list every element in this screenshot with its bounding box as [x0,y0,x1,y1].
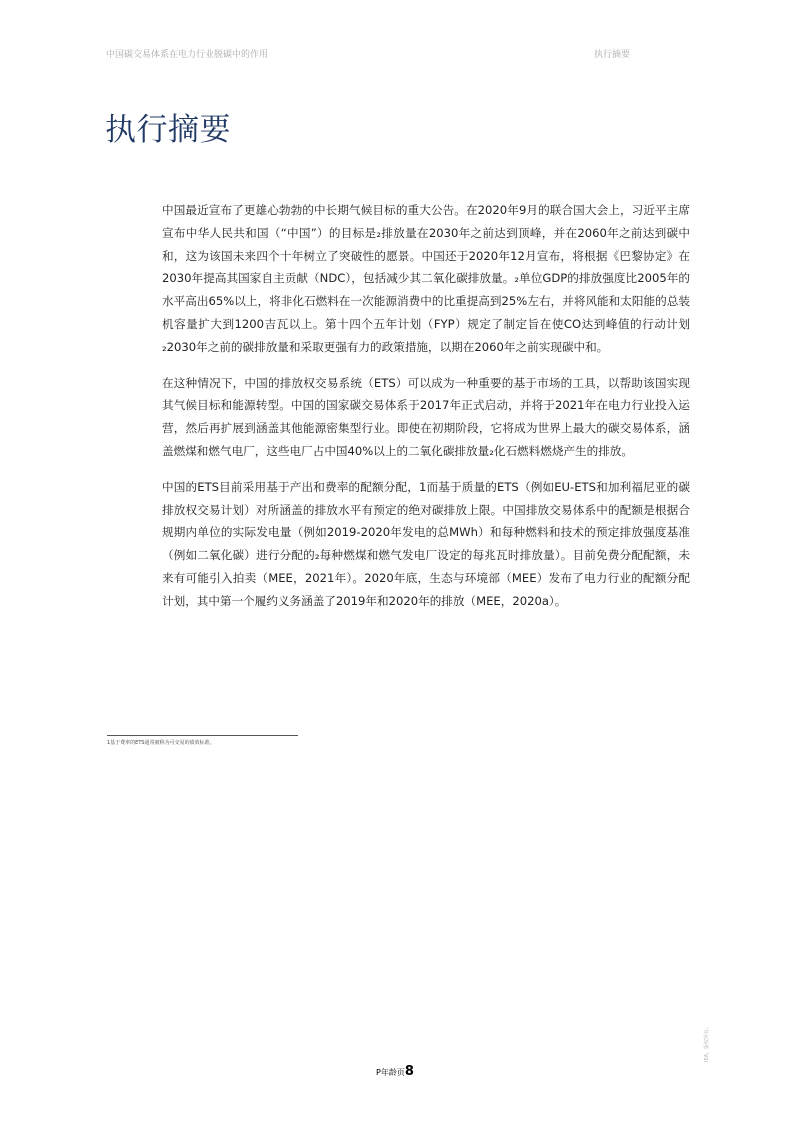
paragraph-1: 中国最近宣布了更雄心勃勃的中长期气候目标的重大公告。在2020年9月的联合国大会上，习近平主席宣布中华人民共和国（“中国”）的目标是₂排放量在2030年之前达到顶峰，并在2060年之前达到碳中和，这为该国未来四个十年树立了突破性的愿景。中国还于2020年12月宣布，将根据《巴黎协定》在2030年提高其国家自主贡献（NDC），包括减少其二氧化碳排放量。₂单位GDP的排放强度比2005年的水平高出65%以上，将非化石燃料在一次能源消费中的比重提高到25%左右，并将风能和太阳能的总装机容量扩大到1200吉瓦以上。第十四个五年计划（FYP）规定了制定旨在使CO达到峰值的行动计划₂2030年之前的碳排放量和采取更强有力的政策措施，以期在2060年之前实现碳中和。 [162,203,690,354]
paragraph-2: 在这种情况下，中国的排放权交易系统（ETS）可以成为一种重要的基于市场的工具，以帮助该国实现其气候目标和能源转型。中国的国家碳交易体系于2017年正式启动，并将于2021年在电力行业投入运营，然后再扩展到涵盖其他能源密集型行业。即使在初期阶段，它将成为世界上最大的碳交易体系，涵盖燃煤和燃气电厂，这些电厂占中国40%以上的二氧化碳排放量₂化石燃料燃烧产生的排放。 [162,375,690,458]
page-number [376,1064,414,1079]
page-number-value: 8 [404,1064,414,1079]
section-label: 执行摘要 [594,50,631,60]
footnote-divider [107,735,298,736]
copyright-note: IEA。版权所有。 [704,1023,710,1062]
body-text [162,199,690,626]
page-number-prefix: P年龄页 [376,1068,405,1077]
paragraph-3: 中国的ETS目前采用基于产出和费率的配额分配，1而基于质量的ETS（例如EU-ETS和加利福尼亚的碳排放权交易计划）对所涵盖的排放水平有预定的绝对碳排放上限。中国排放交易体系中的配额是根据合规期内单位的实际发电量（例如2019-2020年发电的总MWh）和每种燃料和技术的预定排放强度基准（例如二氧化碳）进行分配的₂每种燃煤和燃气发电厂设定的每兆瓦时排放量）。目前免费分配配额，未来有可能引入拍卖（MEE，2021年）。2020年底，生态与环境部（MEE）发布了电力行业的配额分配计划，其中第一个履约义务涵盖了2019年和2020年的排放（MEE，2020a）。 [162,479,690,608]
page-title: 执行摘要 [105,112,231,148]
footnote: 1基于费率的ETS通常被称为可交易的绩效标准。 [107,740,215,746]
running-title: 中国碳交易体系在电力行业脱碳中的作用 [106,50,269,60]
